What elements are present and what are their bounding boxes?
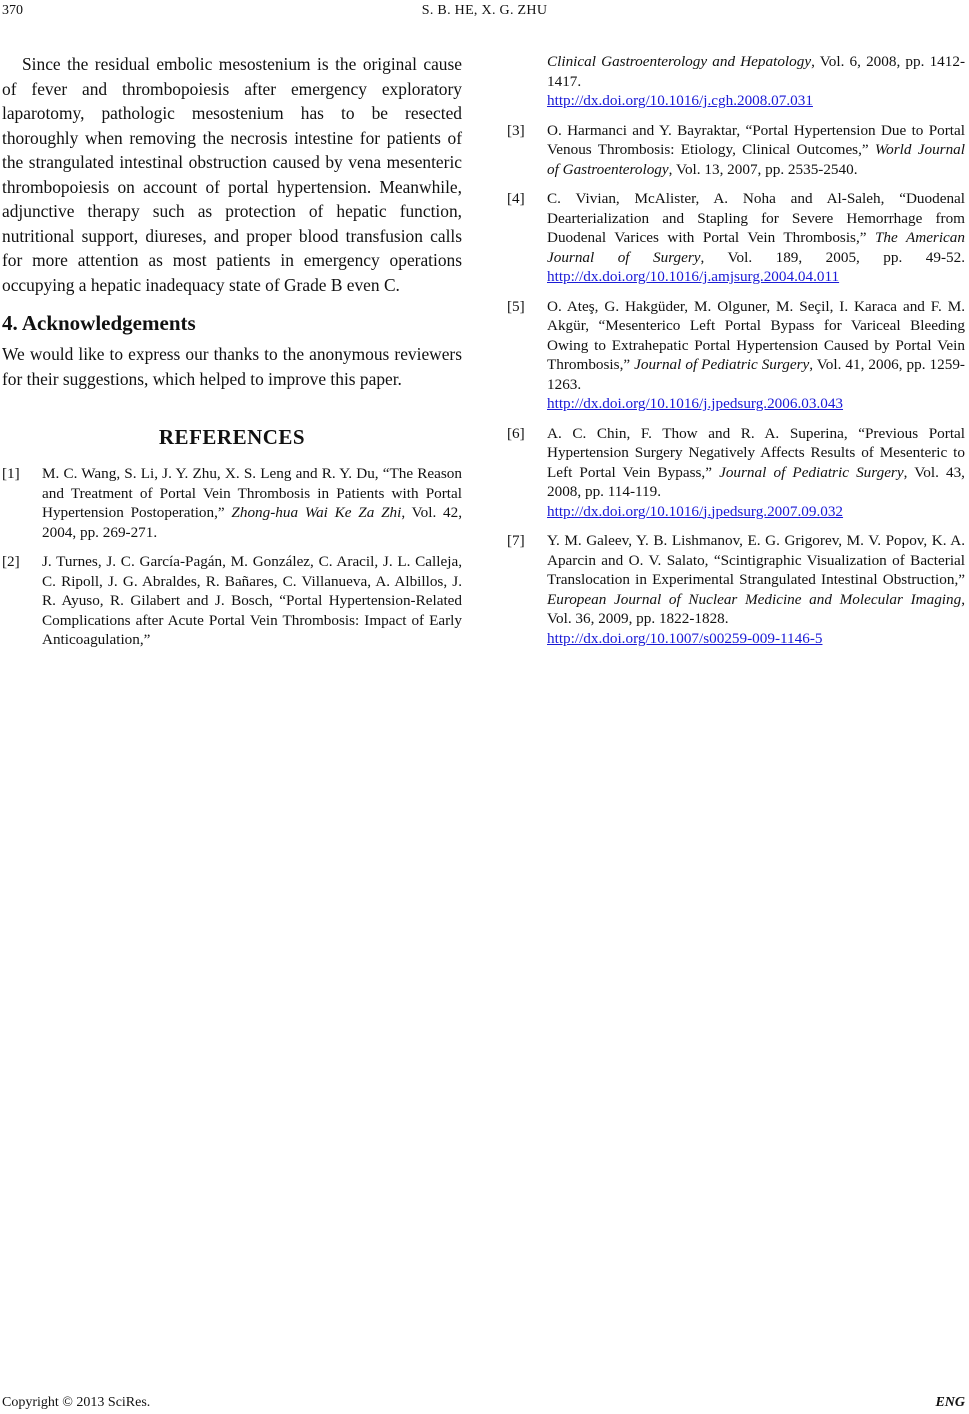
acknowledgements-text: We would like to express our thanks to the anonymous reviewers for their suggestions, which helped to improve this paper. — [2, 344, 462, 389]
page-number: 370 — [2, 3, 23, 18]
reference-item — [507, 297, 965, 414]
reference-item — [507, 531, 965, 648]
reference-number: [3] — [507, 121, 525, 139]
reference-journal: European Journal of Nuclear Medicine and Molecular Imaging — [547, 590, 962, 608]
reference-details: , Vol. 36, 2009, pp. 1822-1828. — [547, 590, 965, 627]
reference-doi-link[interactable]: http://dx.doi.org/10.1016/j.jpedsurg.2007.09.032 — [547, 502, 844, 520]
section-heading-acknowledgements: 4. Acknowledgements — [2, 311, 196, 335]
reference-text: O. Harmanci and Y. Bayraktar, “Portal Hypertension Due to Portal Venous Thrombosis: Etiology, Clinical Outcomes,” — [547, 121, 965, 158]
body-paragraph: Since the residual embolic mesostenium is the original cause of fever and thrombopoiesis after emergency exploratory laparotomy, pathologic mesostenium has to be resected thoroughly when removing the necrosis intestine for patients of the strangulated intestinal obstruction caused by vena mesenteric thrombopoiesis on account of portal hypertension. Meanwhile, adjunctive therapy such as protection of hepatic function, nutritional support, diureses, and proper blood transfusion calls for more attention as most patients in emergency operations occupying a hepatic inadequacy state of Grade B even C. — [2, 54, 462, 295]
reference-number: [5] — [507, 297, 525, 315]
reference-doi-link[interactable]: http://dx.doi.org/10.1016/j.jpedsurg.2006.03.043 — [547, 395, 844, 412]
copyright-notice: Copyright © 2013 SciRes. — [2, 1395, 151, 1410]
reference-list-left — [2, 464, 462, 650]
page-header — [0, 0, 969, 22]
reference-details: , Vol. 42, 2004, pp. 269-271. — [42, 504, 462, 541]
right-column — [507, 52, 965, 648]
reference-number: [1] — [2, 465, 20, 482]
left-column — [2, 52, 462, 650]
journal-abbreviation: ENG — [935, 1395, 965, 1410]
reference-item — [2, 464, 462, 542]
reference-text: J. Turnes, J. C. García-Pagán, M. González, C. Aracil, J. L. Calleja, C. Ripoll, J. G. Abraldes, R. Bañares, C. Villanueva, A. Albillos, J. R. Ayuso, R. Gilabert and J. Bosch, “Portal Hypertension-Related Complications after Acute Portal Vein Thrombosis: Impact of Early Anticoagulation,” — [42, 553, 462, 648]
reference-details: , Vol. 41, 2006, pp. 1259-1263. — [547, 356, 965, 393]
reference-journal: Journal of Pediatric Surgery — [719, 463, 904, 481]
reference-journal: The American Journal of Surgery — [547, 229, 965, 266]
page-footer — [2, 1394, 965, 1412]
reference-text: O. Ateş, G. Hakgüder, M. Olguner, M. Seçil, I. Karaca and F. M. Akgür, “Mesenterico Left Portal Bypass for Variceal Bleeding Owing to Extrahepatic Portal Hypertension Caused by Portal Vein Thrombosis,” — [547, 297, 965, 373]
reference-journal: Journal of Pediatric Surgery — [634, 356, 810, 373]
reference-doi-link[interactable]: http://dx.doi.org/10.1016/j.cgh.2008.07.031 — [547, 92, 813, 109]
reference-text: C. Vivian, McAlister, A. Noha and Al-Saleh, “Duodenal Dearterialization and Stapling for Severe Hemorrhage from Duodenal Varices with Portal Vein Thrombosis,” — [547, 190, 965, 246]
reference-journal: World Journal of Gastroenterology — [547, 141, 965, 178]
references-heading: REFERENCES — [158, 425, 306, 449]
reference-number: [4] — [507, 190, 525, 207]
reference-journal: Clinical Gastroenterology and Hepatology — [547, 53, 812, 70]
reference-details: , Vol. 6, 2008, pp. 1412-1417. — [547, 53, 965, 90]
reference-item — [507, 121, 965, 180]
reference-text: M. C. Wang, S. Li, J. Y. Zhu, X. S. Leng and R. Y. Du, “The Reason and Treatment of Portal Vein Thrombosis in Patients with Portal Hypertension Postoperation,” — [42, 465, 462, 521]
reference-item-continued — [507, 52, 965, 111]
reference-item — [507, 424, 965, 522]
reference-number: [2] — [2, 553, 20, 570]
reference-details: , Vol. 43, 2008, pp. 114-119. — [547, 463, 965, 500]
reference-number: [7] — [507, 532, 525, 549]
reference-journal: Zhong-hua Wai Ke Za Zhi — [231, 504, 402, 521]
reference-item — [507, 189, 965, 287]
reference-details: , Vol. 13, 2007, pp. 2535-2540. — [668, 160, 858, 178]
reference-text: Y. M. Galeev, Y. B. Lishmanov, E. G. Grigorev, M. V. Popov, K. A. Aparcin and O. V. Salato, “Scintigraphic Visualization of Bacterial Translocation in Experimental Strangulated Intestinal Obstruction,” — [547, 532, 965, 588]
running-title: S. B. HE, X. G. ZHU — [421, 3, 548, 18]
reference-doi-link[interactable]: http://dx.doi.org/10.1007/s00259-009-1146-5 — [547, 629, 823, 647]
reference-text: A. C. Chin, F. Thow and R. A. Superina, “Previous Portal Hypertension Surgery Negatively Affects Results of Mesenteric to Left Portal Vein Bypass,” — [547, 424, 965, 481]
reference-details: , Vol. 189, 2005, pp. 49-52. — [700, 248, 965, 266]
reference-number: [6] — [507, 424, 525, 442]
reference-item — [2, 552, 462, 650]
reference-doi-link[interactable]: http://dx.doi.org/10.1016/j.amjsurg.2004.04.011 — [547, 268, 840, 285]
